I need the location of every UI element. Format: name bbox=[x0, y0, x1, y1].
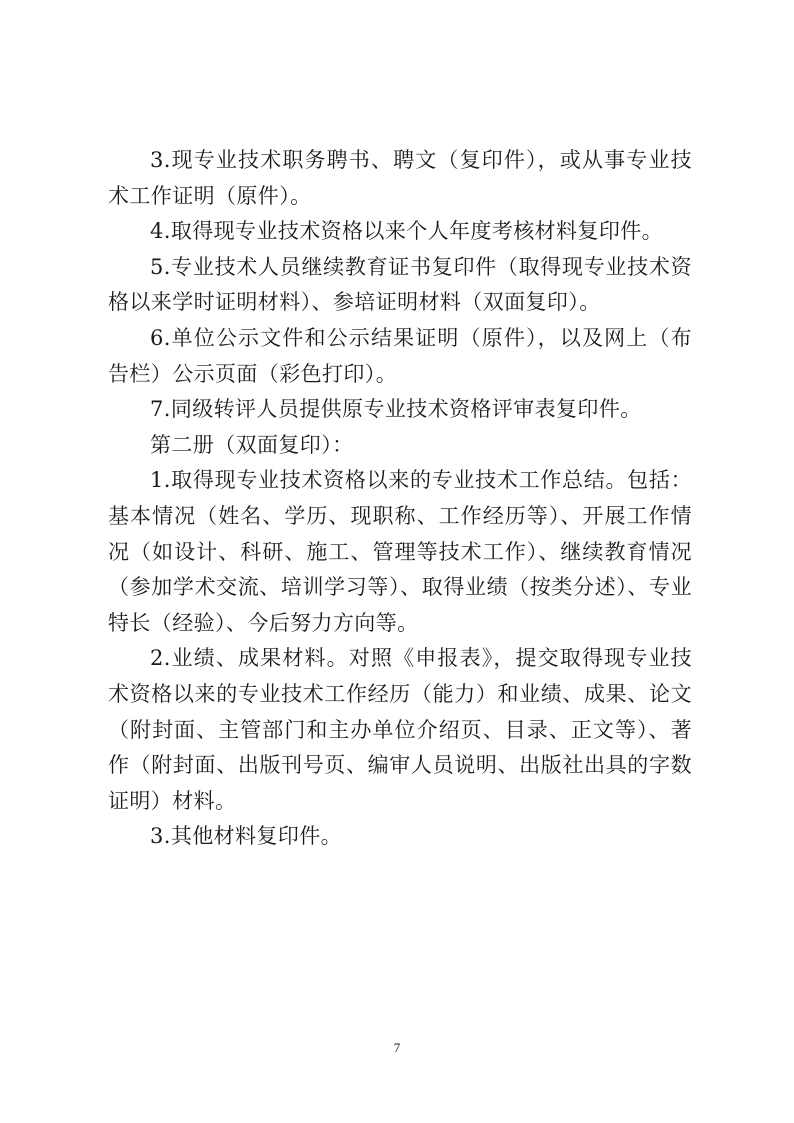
paragraph-item-3-certificate: 3.现专业技术职务聘书、聘文（复印件），或从事专业技术工作证明（原件）。 bbox=[108, 148, 692, 208]
paragraph-item-5-continuing-education: 5.专业技术人员继续教育证书复印件（取得现专业技术资格以来学时证明材料）、参培证明材料（双面复印）。 bbox=[108, 254, 692, 315]
paragraph-item-6-public-notice: 6.单位公示文件和公示结果证明（原件），以及网上（布告栏）公示页面（彩色打印）。 bbox=[108, 325, 692, 386]
paragraph-item-2-achievements: 2.业绩、成果材料。对照《申报表》，提交取得现专业技术资格以来的专业技术工作经历（能力）和业绩、成果、论文（附封面、主管部门和主办单位介绍页、目录、正文等）、著作（附封面、出版刊号页、编审人员说明、出版社出具的字数证明）材料。 bbox=[108, 646, 692, 813]
section-heading-volume-two: 第二册（双面复印）： bbox=[150, 432, 354, 457]
document-body bbox=[108, 143, 692, 855]
paragraph-item-1-work-summary: 1.取得现专业技术资格以来的专业技术工作总结。包括：基本情况（姓名、学历、现职称、工作经历等）、开展工作情况（如设计、科研、施工、管理等技术工作）、继续教育情况（参加学术交流、培训学习等）、取得业绩（按类分述）、专业特长（经验）、今后努力方向等。 bbox=[108, 468, 692, 635]
page-number: 7 bbox=[393, 1040, 401, 1055]
paragraph-item-7-transfer-review: 7.同级转评人员提供原专业技术资格评审表复印件。 bbox=[150, 397, 642, 422]
paragraph-item-4-annual-review: 4.取得现专业技术资格以来个人年度考核材料复印件。 bbox=[150, 219, 664, 244]
paragraph-item-3-other-copies: 3.其他材料复印件。 bbox=[150, 824, 343, 849]
